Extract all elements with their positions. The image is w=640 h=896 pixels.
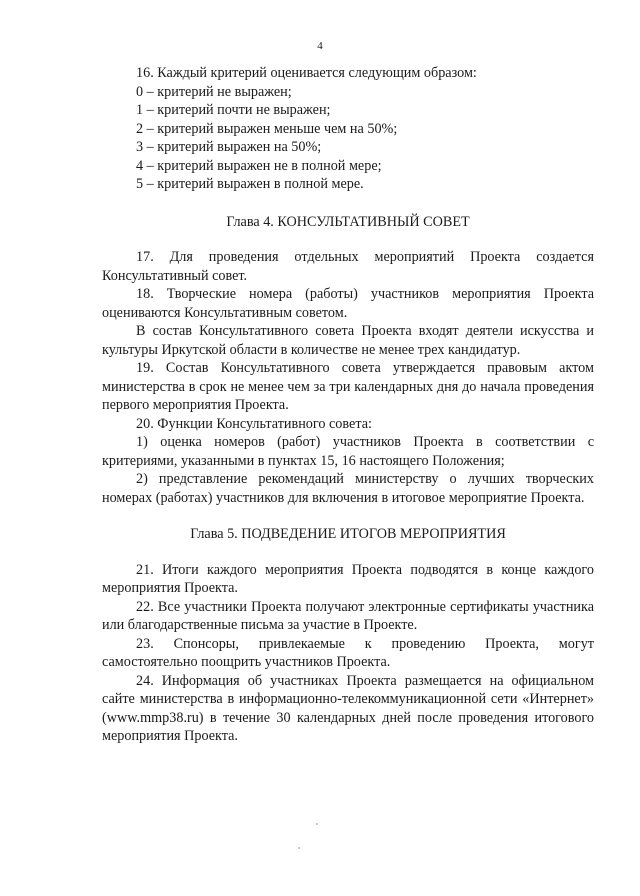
- chapter-4-title: Глава 4. КОНСУЛЬТАТИВНЫЙ СОВЕТ: [226, 213, 470, 230]
- paragraph: 21. Итоги каждого мероприятия Проекта подводятся в конце каждого мероприятия Проекта.: [102, 561, 594, 596]
- criteria-scale-item: 5 – критерий выражен в полной мере.: [136, 176, 364, 192]
- paragraph: 1) оценка номеров (работ) участников Проекта в соответствии с критериями, указанными в пунктах 15, 16 настоящего Положения;: [102, 434, 594, 469]
- paragraph: 17. Для проведения отдельных мероприятий Проекта создается Консультативный совет.: [102, 249, 594, 284]
- paragraph: В состав Консультативного совета Проекта входят деятели искусства и культуры Иркутской области в количестве не менее трех кандидатур.: [102, 323, 594, 358]
- criteria-scale-item: 0 – критерий не выражен;: [136, 83, 292, 100]
- criteria-scale-item: 3 – критерий выражен на 50%;: [136, 139, 322, 155]
- paragraph: 18. Творческие номера (работы) участников мероприятия Проекта оцениваются Консультативным советом.: [102, 286, 594, 321]
- chapter-5-title: Глава 5. ПОДВЕДЕНИЕ ИТОГОВ МЕРОПРИЯТИЯ: [190, 526, 506, 542]
- page-number: 4: [317, 40, 323, 52]
- criteria-scale-item: 1 – критерий почти не выражен;: [136, 102, 331, 118]
- document-body: [102, 64, 594, 746]
- criteria-scale-item: 4 – критерий выражен не в полной мере;: [136, 157, 382, 174]
- scan-speck: [298, 847, 300, 849]
- paragraph: 24. Информация об участниках Проекта размещается на официальном сайте министерства в информационно-телекоммуникационной сети «Интернет» (www.mmp38.ru) в течение 30 календарных дней после проведения итогового мероприятия Проекта.: [102, 672, 594, 744]
- paragraph: 22. Все участники Проекта получают электронные сертификаты участника или благодарственные письма за участие в Проекте.: [102, 598, 594, 633]
- chapter-4-section: [102, 248, 594, 507]
- criteria-scale-item: 2 – критерий выражен меньше чем на 50%;: [136, 120, 398, 137]
- paragraph: 19. Состав Консультативного совета утверждается правовым актом министерства в срок не менее чем за три календарных дня до начала проведения первого мероприятия Проекта.: [102, 360, 594, 413]
- criteria-scale-section: [102, 64, 594, 194]
- paragraph: 2) представление рекомендаций министерству о лучших творческих номерах (работах) участников для включения в итоговое мероприятие Проекта.: [102, 471, 594, 506]
- chapter-5-section: [102, 561, 594, 746]
- scan-speck: [316, 823, 318, 825]
- paragraph: 20. Функции Консультативного совета:: [136, 415, 372, 432]
- paragraph: 23. Спонсоры, привлекаемые к проведению Проекта, могут самостоятельно поощрить участников Проекта.: [102, 635, 594, 670]
- criteria-scale-heading: 16. Каждый критерий оценивается следующим образом:: [136, 65, 477, 81]
